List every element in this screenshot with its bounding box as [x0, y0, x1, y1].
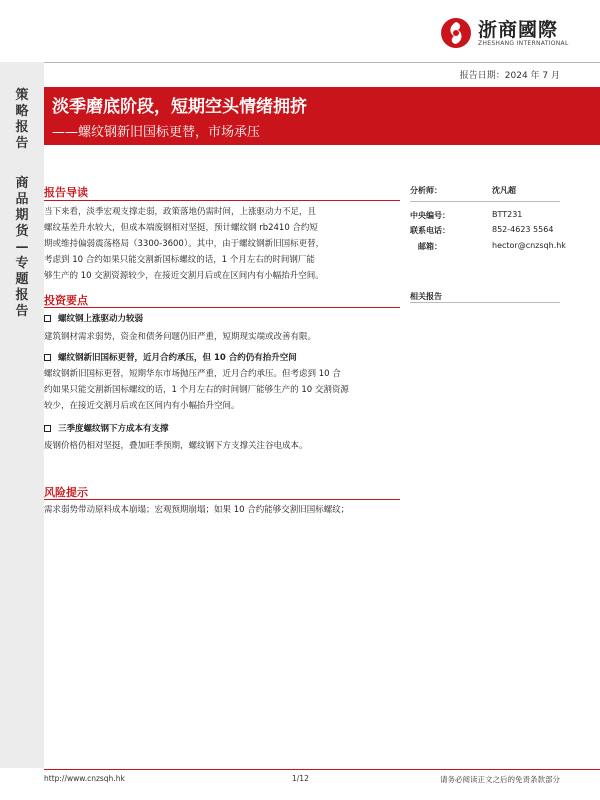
sidebar-separator: —: [15, 240, 29, 255]
sidebar-char: 告: [15, 304, 29, 319]
page-number: 1/12: [292, 774, 309, 783]
sidebar-column: [0, 62, 44, 768]
checkbox-square-icon: [44, 354, 51, 361]
sidebar-char: 告: [15, 136, 29, 151]
footer-disclaimer: 请务必阅读正文之后的免责条款部分: [440, 775, 560, 784]
investment-point-title: [44, 422, 169, 434]
sidebar-category: [0, 88, 44, 152]
intro-line: 螺纹基差升水较大，但成本端废钢相对坚挺，预计螺纹钢 rb2410 合约短: [44, 223, 318, 233]
investment-point-title: [44, 351, 297, 363]
investment-point-body: [44, 366, 349, 414]
sidebar-char: 品: [15, 192, 29, 207]
related-reports-label: 相关报告: [410, 292, 442, 301]
point-line: 建筑钢材需求弱势，资金和债务问题仍旧严重，短期现实端或改善有限。: [44, 332, 317, 342]
investment-point-body: [44, 438, 308, 454]
analyst-divider: [410, 201, 560, 202]
intro-line: 当下来看，淡季宏观支撑走弱，政策落地仍需时间，上涨驱动力不足，且: [44, 207, 317, 217]
sidebar-char: 期: [15, 208, 29, 223]
brand-logo: [440, 15, 590, 55]
intro-line: 够生产的 10 交割资源较少，在接近交割月后或在区间内有小幅抬升空间。: [44, 271, 324, 281]
intro-heading: 报告导读: [44, 186, 88, 199]
risk-body: [44, 502, 349, 518]
investment-point-body: [44, 329, 316, 345]
investment-point-title: [44, 312, 143, 324]
point-title-text: 螺纹钢新旧国标更替，近月合约承压，但 10 合约仍有抬升空间: [58, 353, 297, 363]
brand-name-en: ZHESHANG INTERNATIONAL: [478, 40, 569, 47]
sidebar-char: 专: [15, 256, 29, 271]
intro-divider: [44, 200, 400, 201]
intro-line: 考虑到 10 合约如果只能交割新国标螺纹的话，1 个月左右的时间钢厂能: [44, 255, 315, 265]
point-title-text: 三季度螺纹钢下方成本有支撑: [58, 424, 169, 434]
email-label: 邮箱：: [418, 242, 442, 251]
checkbox-square-icon: [44, 315, 51, 322]
sidebar-char: 货: [15, 224, 29, 239]
sidebar-char: 题: [15, 272, 29, 287]
phone-label: 联系电话：: [410, 226, 450, 235]
investment-divider: [44, 307, 400, 308]
sidebar-char: 报: [15, 120, 29, 135]
checkbox-square-icon: [44, 425, 51, 432]
central-number-label: 中央编号：: [410, 211, 450, 220]
sidebar-char: 略: [15, 104, 29, 119]
phone-value: 852-4623 5564: [492, 225, 554, 234]
report-subtitle: ——螺纹钢新旧国标更替，市场承压: [52, 125, 261, 140]
intro-body: [44, 204, 324, 284]
brand-mark-icon: [440, 17, 472, 49]
intro-line: 期或维持偏弱震荡格局（3300-3600）。其中，由于螺纹钢新旧国标更替，: [44, 239, 325, 249]
report-title: 淡季磨底阶段，短期空头情绪拥挤: [52, 97, 307, 117]
header-divider: [0, 62, 600, 63]
risk-line: 需求弱势带动原料成本崩塌；宏观预期崩塌；如果 10 合约能够交割旧国标螺纹；: [44, 505, 350, 515]
point-line: 约如果只能交割新国标螺纹的话，1 个月左右的时间钢厂能够生产的 10 交割资源: [44, 385, 349, 395]
related-divider: [410, 302, 560, 303]
sidebar-char: 商: [15, 176, 29, 191]
risk-divider: [44, 499, 400, 500]
footer-divider: [44, 769, 600, 770]
point-line: 螺纹钢新旧国标更替，短期华东市场抛压严重，近月合约承压。但考虑到 10 合: [44, 369, 341, 379]
central-number-value: BTT231: [492, 210, 523, 219]
point-title-text: 螺纹钢上涨驱动力较弱: [58, 314, 144, 324]
brand-name-cn: 浙商國際: [478, 19, 559, 41]
report-date: 报告日期：2024 年 7 月: [459, 71, 560, 81]
point-line: 废钢价格仍相对坚挺，叠加旺季预期，螺纹钢下方支撑关注谷电成本。: [44, 441, 308, 451]
analyst-name: 沈凡超: [492, 186, 516, 195]
footer-website[interactable]: http://www.cnzsqh.hk: [44, 774, 125, 783]
sidebar-char: 策: [15, 88, 29, 103]
risk-heading: 风险提示: [44, 486, 88, 499]
sidebar-char: 报: [15, 288, 29, 303]
investment-heading: 投资要点: [44, 294, 88, 307]
sidebar-report-type: [0, 176, 44, 320]
email-value[interactable]: hector@cnzsqh.hk: [492, 241, 566, 250]
analyst-label: 分析师：: [410, 186, 442, 195]
point-line: 较少，在接近交割月后或在区间内有小幅抬升空间。: [44, 401, 240, 411]
